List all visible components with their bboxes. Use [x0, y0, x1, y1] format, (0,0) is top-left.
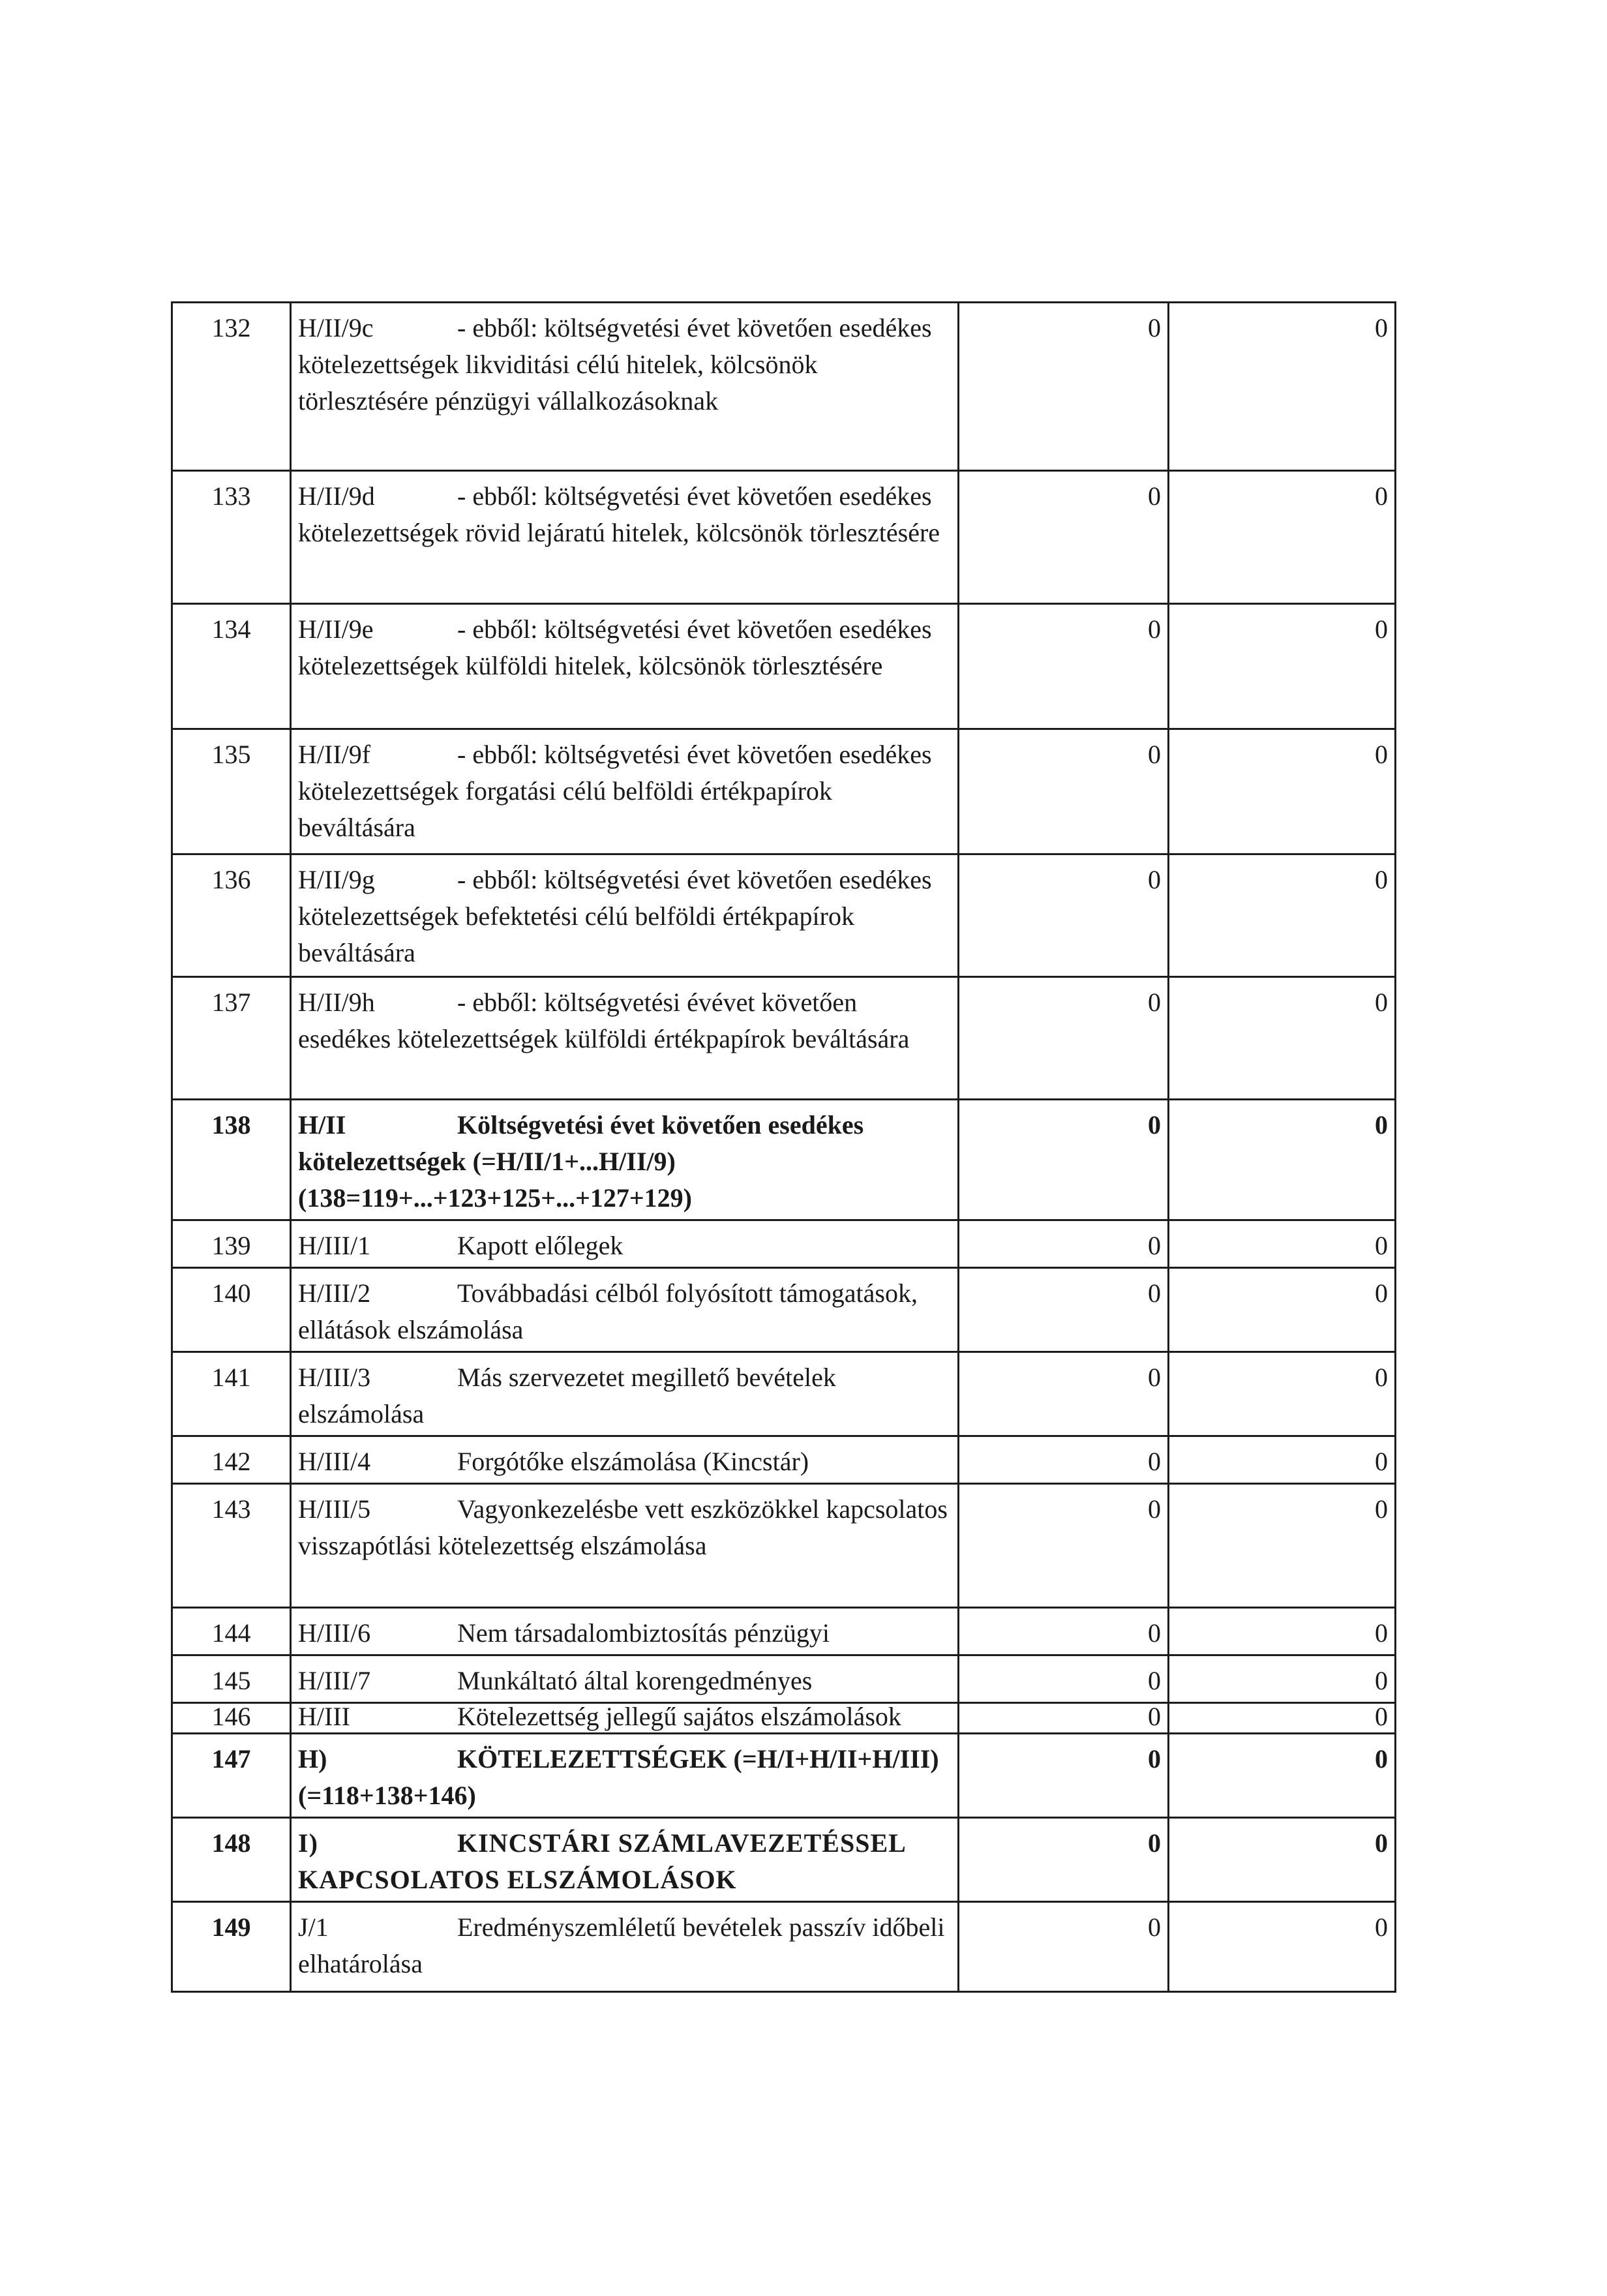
value-column-1: 0	[959, 1818, 1169, 1902]
value-column-1: 0	[959, 471, 1169, 604]
value-column-2: 0	[1169, 1220, 1396, 1268]
row-description-cell	[291, 729, 959, 854]
row-code: I)	[298, 1828, 318, 1858]
table-row	[172, 854, 1396, 977]
table-row	[172, 303, 1396, 471]
value-column-2: 0	[1169, 854, 1396, 977]
row-number: 136	[172, 854, 291, 977]
value-column-2: 0	[1169, 1268, 1396, 1352]
value-column-1: 0	[959, 1220, 1169, 1268]
row-number: 144	[172, 1608, 291, 1655]
row-code: H/III/4	[298, 1447, 371, 1476]
row-description: KINCSTÁRI SZÁMLAVEZETÉSSEL KAPCSOLATOS ELSZÁMOLÁSOK	[298, 1828, 905, 1894]
row-description: Kötelezettség jellegű sajátos elszámolások	[457, 1702, 901, 1731]
row-number: 149	[172, 1902, 291, 1992]
row-number: 134	[172, 604, 291, 729]
row-description-cell	[291, 1818, 959, 1902]
table-row	[172, 1703, 1396, 1734]
value-column-2: 0	[1169, 1818, 1396, 1902]
value-column-2: 0	[1169, 303, 1396, 471]
row-number: 132	[172, 303, 291, 471]
value-column-1: 0	[959, 1608, 1169, 1655]
value-column-1: 0	[959, 1436, 1169, 1484]
row-number: 141	[172, 1352, 291, 1436]
row-number: 147	[172, 1734, 291, 1818]
row-description-cell	[291, 1436, 959, 1484]
value-column-1: 0	[959, 1703, 1169, 1734]
value-column-2: 0	[1169, 1352, 1396, 1436]
row-description-cell	[291, 303, 959, 471]
row-code: H/II/9c	[298, 313, 374, 342]
value-column-1: 0	[959, 604, 1169, 729]
row-number: 142	[172, 1436, 291, 1484]
value-column-1: 0	[959, 977, 1169, 1100]
value-column-2: 0	[1169, 1484, 1396, 1608]
row-number: 133	[172, 471, 291, 604]
value-column-2: 0	[1169, 977, 1396, 1100]
value-column-1: 0	[959, 1655, 1169, 1703]
table-row	[172, 977, 1396, 1100]
table-row	[172, 1902, 1396, 1992]
table-row	[172, 1436, 1396, 1484]
row-number: 135	[172, 729, 291, 854]
row-number: 138	[172, 1100, 291, 1220]
value-column-2: 0	[1169, 1703, 1396, 1734]
row-description: - ebből: költségvetési évet követően esedékes kötelezettségek likviditási célú hitelek, kölcsönök törlesztésére pénzügyi vállalkozásoknak	[298, 313, 932, 415]
row-description-cell	[291, 1608, 959, 1655]
row-description-cell	[291, 1734, 959, 1818]
row-description-cell	[291, 1352, 959, 1436]
table-row	[172, 1818, 1396, 1902]
row-code: H/II/9e	[298, 614, 374, 644]
value-column-1: 0	[959, 729, 1169, 854]
value-column-2: 0	[1169, 1655, 1396, 1703]
row-code: H/III/1	[298, 1231, 371, 1260]
row-number: 145	[172, 1655, 291, 1703]
table-row	[172, 1100, 1396, 1220]
row-description-cell	[291, 1902, 959, 1992]
table-row	[172, 1734, 1396, 1818]
table-row	[172, 1352, 1396, 1436]
value-column-1: 0	[959, 1902, 1169, 1992]
value-column-1: 0	[959, 1352, 1169, 1436]
row-description: - ebből: költségvetési évet követően esedékes kötelezettségek külföldi hitelek, kölcsönök törlesztésére	[298, 614, 932, 680]
table-row	[172, 1220, 1396, 1268]
row-description: Más szervezetet megillető bevételek elszámolása	[298, 1363, 836, 1428]
table-row	[172, 729, 1396, 854]
value-column-1: 0	[959, 1268, 1169, 1352]
row-description: KÖTELEZETTSÉGEK (=H/I+H/II+H/III) (=118+138+146)	[298, 1744, 939, 1810]
value-column-1: 0	[959, 303, 1169, 471]
row-description: Költségvetési évet követően esedékes kötelezettségek (=H/II/1+...H/II/9) (138=119+...+123+125+...+127+129)	[298, 1110, 864, 1213]
row-description-cell	[291, 1220, 959, 1268]
row-code: H/III	[298, 1702, 350, 1731]
row-code: H/III/7	[298, 1666, 371, 1695]
row-description: Továbbadási célból folyósított támogatások, ellátások elszámolása	[298, 1278, 918, 1344]
row-code: H/II	[298, 1110, 346, 1140]
table-row	[172, 1484, 1396, 1608]
row-description: Vagyonkezelésbe vett eszközökkel kapcsolatos visszapótlási kötelezettség elszámolása	[298, 1494, 948, 1560]
table-row	[172, 1268, 1396, 1352]
row-number: 140	[172, 1268, 291, 1352]
value-column-2: 0	[1169, 1902, 1396, 1992]
row-number: 146	[172, 1703, 291, 1734]
row-number: 148	[172, 1818, 291, 1902]
row-description: - ebből: költségvetési évet követően esedékes kötelezettségek befektetési célú belföldi értékpapírok beváltására	[298, 865, 932, 967]
value-column-2: 0	[1169, 471, 1396, 604]
value-column-1: 0	[959, 1734, 1169, 1818]
row-description: Kapott előlegek	[457, 1231, 623, 1260]
row-description: - ebből: költségvetési évévet követően esedékes kötelezettségek külföldi értékpapírok beváltására	[298, 988, 910, 1053]
value-column-1: 0	[959, 1484, 1169, 1608]
row-description: Forgótőke elszámolása (Kincstár)	[457, 1447, 809, 1476]
value-column-2: 0	[1169, 604, 1396, 729]
row-description: Eredményszemléletű bevételek passzív időbeli elhatárolása	[298, 1912, 945, 1978]
row-description-cell	[291, 977, 959, 1100]
row-code: H/II/9h	[298, 988, 375, 1017]
row-description: Nem társadalombiztosítás pénzügyi	[457, 1618, 830, 1648]
row-number: 143	[172, 1484, 291, 1608]
value-column-2: 0	[1169, 1436, 1396, 1484]
value-column-2: 0	[1169, 729, 1396, 854]
row-description-cell	[291, 1703, 959, 1734]
row-description: Munkáltató által korengedményes	[457, 1666, 813, 1695]
row-code: H/II/9g	[298, 865, 375, 894]
value-column-2: 0	[1169, 1100, 1396, 1220]
table-row	[172, 471, 1396, 604]
row-code: H/II/9d	[298, 481, 375, 511]
row-code: H/III/2	[298, 1278, 371, 1308]
table-row	[172, 1608, 1396, 1655]
value-column-2: 0	[1169, 1608, 1396, 1655]
row-code: J/1	[298, 1912, 329, 1942]
row-number: 139	[172, 1220, 291, 1268]
row-code: H/III/3	[298, 1363, 371, 1392]
table-row	[172, 604, 1396, 729]
row-description-cell	[291, 854, 959, 977]
value-column-2: 0	[1169, 1734, 1396, 1818]
row-description-cell	[291, 1655, 959, 1703]
value-column-1: 0	[959, 1100, 1169, 1220]
row-description-cell	[291, 1484, 959, 1608]
row-code: H/III/5	[298, 1494, 371, 1524]
value-column-1: 0	[959, 854, 1169, 977]
table-row	[172, 1655, 1396, 1703]
row-description: - ebből: költségvetési évet követően esedékes kötelezettségek rövid lejáratú hitelek, kölcsönök törlesztésére	[298, 481, 940, 547]
row-description-cell	[291, 1100, 959, 1220]
row-number: 137	[172, 977, 291, 1100]
row-description-cell	[291, 471, 959, 604]
row-code: H/III/6	[298, 1618, 371, 1648]
row-code: H/II/9f	[298, 740, 371, 769]
balance-table	[171, 301, 1396, 1993]
row-description-cell	[291, 604, 959, 729]
row-code: H)	[298, 1744, 327, 1774]
row-description-cell	[291, 1268, 959, 1352]
row-description: - ebből: költségvetési évet követően esedékes kötelezettségek forgatási célú belföldi értékpapírok beváltására	[298, 740, 932, 842]
